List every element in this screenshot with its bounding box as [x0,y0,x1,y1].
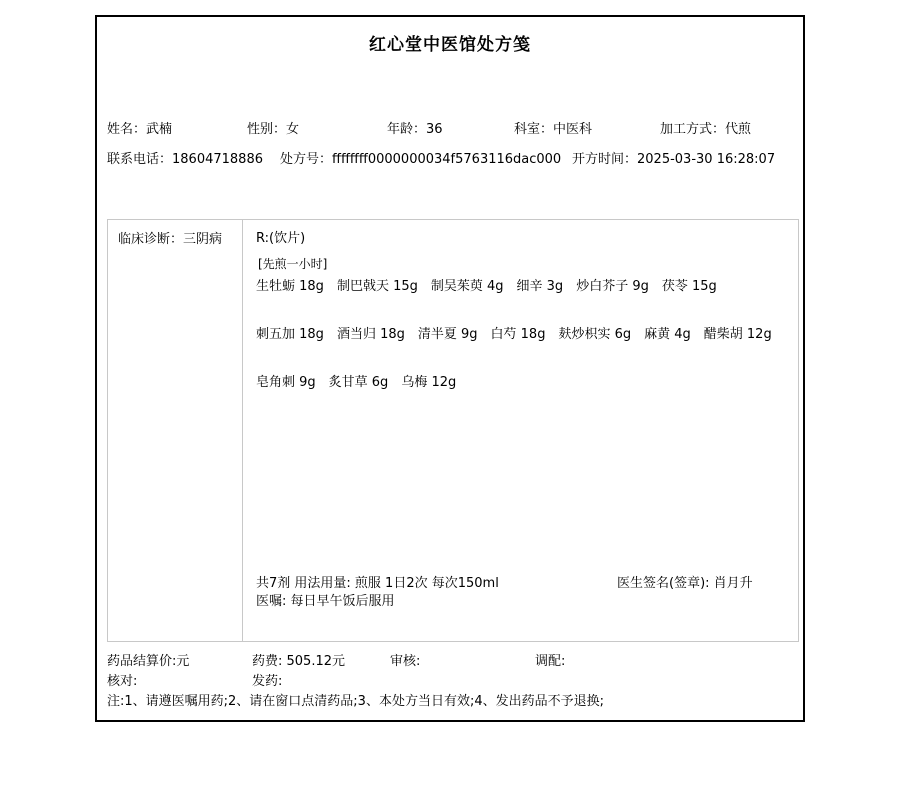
medicine-item: 酒当归 18g [336,327,405,342]
rx-header: R:(饮片) [256,231,306,246]
phone-value: 18604718886 [172,152,263,167]
medicine-item: 白芍 18g [490,327,546,342]
medicine-item: 麸炒枳实 6g [558,327,632,342]
doctor-signature [617,575,753,592]
diagnosis-cell [108,220,243,641]
prescription-sheet [95,15,805,722]
medicine-row [256,374,792,393]
prescription-number-value: ffffffff0000000034f5763116dac000 [332,152,562,167]
diagnosis-value: 三阴病 [183,232,223,247]
decoction-note: [先煎一小时] [258,257,328,271]
department-label: 科室： [514,122,554,137]
prescription-box [107,219,799,642]
prepare-field: 调配: [535,654,566,669]
medicine-item: 细辛 3g [516,279,564,294]
field-processing-method [660,121,751,138]
dispense-field: 发药: [252,674,283,689]
footer-note: 注:1、请遵医嘱用药;2、请在窗口点清药品;3、本处方当日有效;4、发出药品不予退换; [107,694,604,709]
issue-time-value: 2025-03-30 16:28:07 [637,152,776,167]
medicine-item: 制吴茱萸 4g [430,279,504,294]
doctor-signature-value: 肖月升 [713,576,753,591]
page-title: 红心堂中医馆处方笺 [369,35,531,55]
prescription-number-label: 处方号： [280,152,333,167]
medicine-item: 醋柴胡 12g [703,327,772,342]
check-field: 核对: [107,674,138,689]
field-phone [107,151,263,168]
gender-label: 性别： [247,122,287,137]
medicine-item: 生牡蛎 18g [256,279,324,294]
age-value: 36 [426,122,443,137]
medicine-item: 刺五加 18g [256,327,324,342]
medicine-rows [256,278,792,422]
processing-value: 代煎 [725,122,752,137]
medicine-item: 炙甘草 6g [328,375,389,390]
medicine-item: 茯苓 15g [661,279,717,294]
fee-field: 药费: 505.12元 [252,654,345,669]
medicine-cell [244,220,798,641]
doctor-signature-label: 医生签名(签章): [617,576,714,591]
doctor-advice: 医嘱: 每日早午饭后服用 [256,594,395,609]
field-department [514,121,592,138]
medicine-item: 麻黄 4g [644,327,691,342]
medicine-item: 乌梅 12g [401,375,457,390]
processing-label: 加工方式： [660,122,726,137]
field-age [387,121,443,138]
patient-name-label: 姓名： [107,122,147,137]
gender-value: 女 [286,122,300,137]
phone-label: 联系电话： [107,152,173,167]
medicine-row [256,326,792,345]
field-issue-time [572,151,775,168]
patient-name-value: 武楠 [146,122,173,137]
field-prescription-number [280,151,561,168]
medicine-row [256,278,792,297]
medicine-item: 皂角刺 9g [256,375,316,390]
review-field: 审核: [390,654,421,669]
department-value: 中医科 [553,122,593,137]
issue-time-label: 开方时间： [572,152,638,167]
settle-price-field: 药品结算价:元 [107,654,190,669]
field-gender [247,121,299,138]
medicine-item: 清半夏 9g [417,327,478,342]
medicine-item: 制巴戟天 15g [336,279,418,294]
diagnosis-label: 临床诊断： [118,232,184,247]
medicine-item: 炒白芥子 9g [576,279,649,294]
field-patient-name [107,121,172,138]
dosage-line: 共7剂 用法用量: 煎服 1日2次 每次150ml [256,576,499,591]
age-label: 年龄： [387,122,427,137]
